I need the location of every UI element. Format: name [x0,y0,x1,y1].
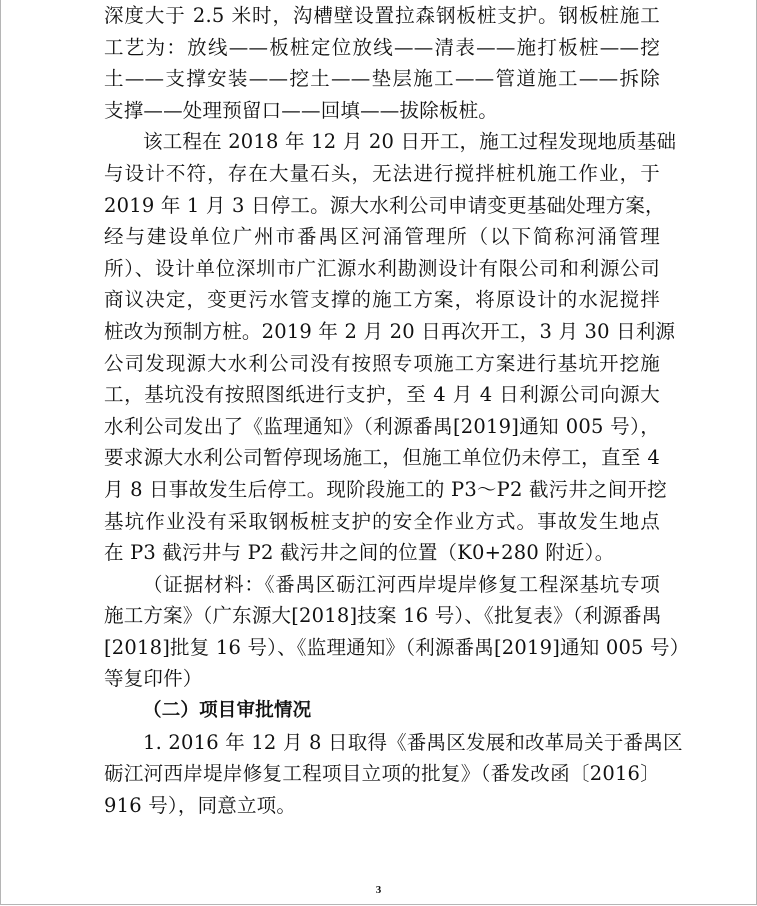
text-line: 基坑作业没有采取钢板桩支护的安全作业方式。事故发生地点 [104,509,660,533]
text-line: 2019 年 1 月 3 日停工。源大水利公司申请变更基础处理方案， [104,193,665,217]
text-line: 施工方案》（广东源大[2018]技案 16 号）、《批复表》（利源番禺 [104,604,662,628]
evidence-note: （证据材料：《番禺区砺江河西岸堤岸修复工程深基坑专项 [143,572,660,596]
text-line: 在 P3 截污井与 P2 截污井之间的位置（K0+280 附近）。 [104,541,615,565]
text-line: 与设计不符，存在大量石头，无法进行搅拌桩机施工作业，于 [104,161,660,185]
paragraph-start: 1. 2016 年 12 月 8 日取得《番禺区发展和改革局关于番禺区 [143,730,683,754]
text-line: 商议决定，变更污水管支撑的施工方案，将原设计的水泥搅拌 [104,288,660,312]
text-line: 工艺为：放线——板桩定位放线——清表——施打板桩——挖 [104,35,660,59]
text-line: 经与建设单位广州市番禺区河涌管理所（以下简称河涌管理 [104,225,660,249]
text-line: 要求源大水利公司暂停现场施工，但施工单位仍未停工，直至 4 [104,446,660,470]
document-body [104,0,690,821]
text-line: 所）、设计单位深圳市广汇源水利勘测设计有限公司和利源公司 [104,256,660,280]
text-line: 月 8 日事故发生后停工。现阶段施工的 P3～P2 截污井之间开挖 [104,477,667,501]
page-number: 3 [375,884,382,896]
text-line: 水利公司发出了《监理通知》（利源番禺[2019]通知 005 号）， [104,414,660,438]
text-line: 深度大于 2.5 米时，沟槽壁设置拉森钢板桩支护。钢板桩施工 [104,4,660,27]
text-line: 支撑——处理预留口——回填——拔除板桩。 [104,98,499,122]
text-line: 砺江河西岸堤岸修复工程项目立项的批复》（番发改函〔2016〕 [104,762,660,786]
text-line: [2018]批复 16 号）、《监理通知》（利源番禺[2019]通知 005 号） [104,635,690,659]
text-line: 土——支撑安装——挖土——垫层施工——管道施工——拆除 [104,67,660,91]
text-line: 916 号），同意立项。 [104,793,297,817]
paragraph-start: 该工程在 2018 年 12 月 20 日开工，施工过程发现地质基础 [143,130,677,154]
section-heading: （二）项目审批情况 [143,700,312,722]
text-line: 桩改为预制方桩。2019 年 2 月 20 日再次开工，3 月 30 日利源 [104,319,676,343]
text-line: 工，基坑没有按照图纸进行支护，至 4 月 4 日利源公司向源大 [104,383,660,407]
text-line: 公司发现源大水利公司没有按照专项施工方案进行基坑开挖施 [104,351,660,375]
text-line: 等复印件） [104,667,203,691]
